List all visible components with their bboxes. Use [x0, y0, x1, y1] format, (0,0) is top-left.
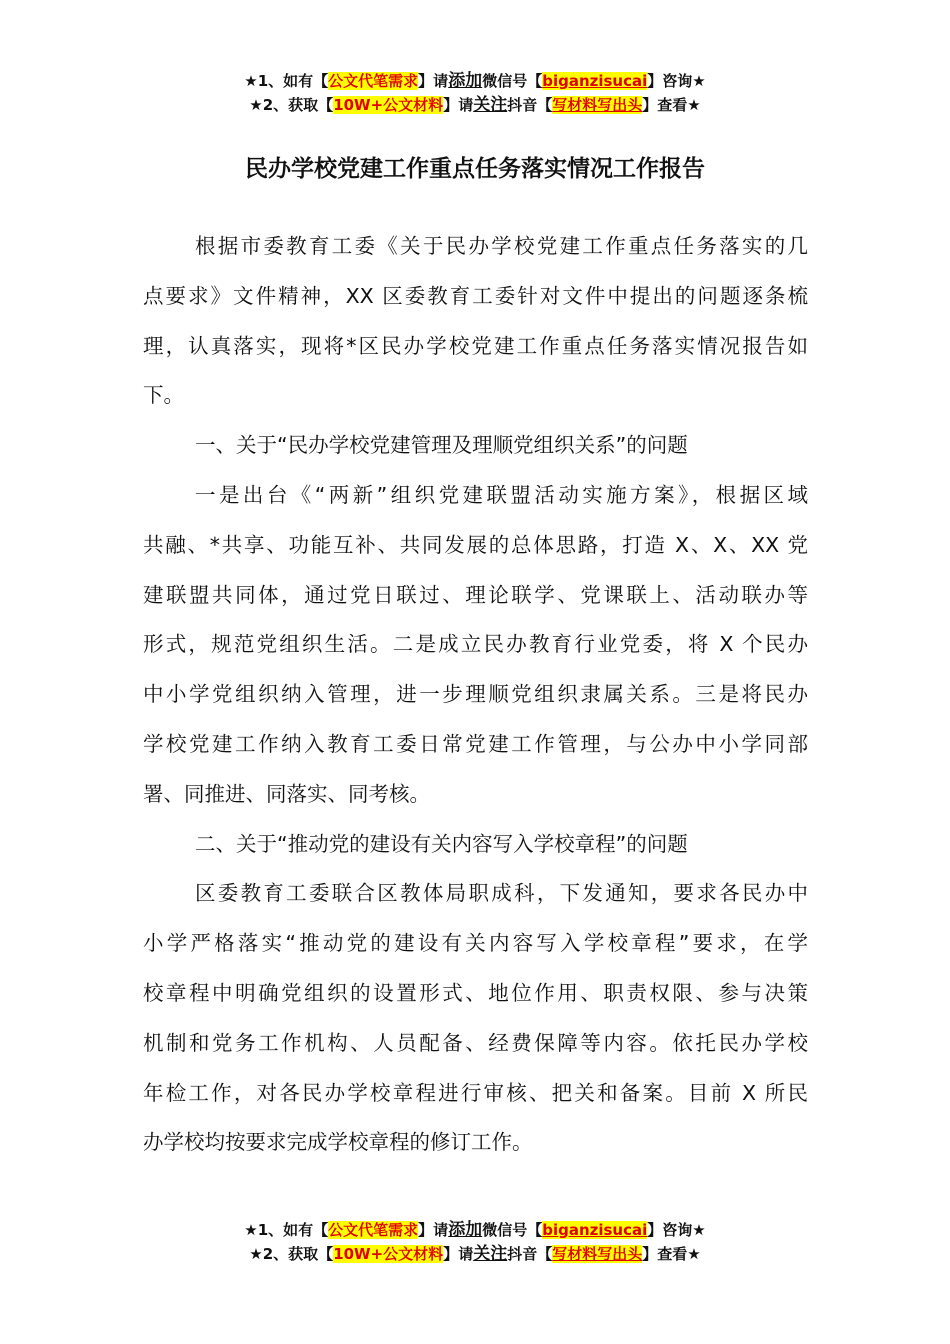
banner-text: 】请: [443, 96, 474, 114]
highlight-text: 公文代笔需求: [328, 1221, 419, 1239]
banner-text: ★1、如有【: [244, 72, 329, 90]
text-line: 学校党建工作纳入教育工委日常党建工作管理，与公办中小学同部: [143, 731, 808, 756]
text-line: 年检工作，对各民办学校章程进行审核、把关和备案。目前 X 所民: [143, 1080, 808, 1105]
text-line: 二、关于“推动党的建设有关内容写入学校章程”的问题: [195, 831, 688, 856]
text-line: 下。: [143, 383, 184, 408]
highlight-text: 写材料写出头: [552, 96, 643, 114]
banner-text: 抖音【: [507, 1245, 553, 1263]
document-title: 民办学校党建工作重点任务落实情况工作报告: [245, 156, 705, 182]
banner-text: 】查看★: [642, 1245, 701, 1263]
highlight-text: 公文代笔需求: [328, 72, 419, 90]
banner-line1: [0, 1218, 950, 1242]
text-line: 根据市委教育工委《关于民办学校党建工作重点任务落实的几: [195, 234, 808, 258]
banner-text: 】请: [418, 1221, 449, 1239]
text-line: 一是出台《“两新”组织党建联盟活动实施方案》，根据区域: [195, 482, 808, 507]
paragraph: [143, 222, 808, 421]
banner-text: 】咨询★: [647, 1221, 706, 1239]
text-line: 点要求》文件精神，XX 区委教育工委针对文件中提出的问题逐条梳: [143, 283, 808, 308]
underlined-text: 添加: [448, 1220, 483, 1240]
text-line: 中小学党组织纳入管理，进一步理顺党组织隶属关系。三是将民办: [143, 682, 808, 707]
text-line: 理，认真落实，现将*区民办学校党建工作重点任务落实情况报告如: [143, 333, 808, 358]
banner-text: 】查看★: [642, 96, 701, 114]
highlight-text: 写材料写出头: [552, 1245, 643, 1263]
banner-line1: [0, 69, 950, 93]
banner-text: ★2、获取【: [249, 96, 334, 114]
paragraph: [143, 471, 808, 820]
highlight-text: 10W+公文材料: [333, 1245, 444, 1263]
banner-line2: [0, 1242, 950, 1266]
text-line: 机制和党务工作机构、人员配备、经费保障等内容。依托民办学校: [143, 1030, 808, 1055]
promo-banner-bottom: [0, 1218, 950, 1266]
banner-text: 微信号【: [482, 1221, 543, 1239]
underlined-text: 添加: [448, 71, 483, 91]
text-line: 校章程中明确党组织的设置形式、地位作用、职责权限、参与决策: [143, 980, 808, 1005]
banner-text: 】请: [443, 1245, 474, 1263]
text-line: 署、同推进、同落实、同考核。: [143, 781, 430, 806]
highlight-text: biganzisucai: [542, 72, 648, 90]
underlined-text: 关注: [473, 95, 508, 115]
paragraph: [143, 820, 808, 870]
text-line: 共融、*共享、功能互补、共同发展的总体思路，打造 X、X、XX 党: [143, 532, 808, 557]
text-line: 形式，规范党组织生活。二是成立民办教育行业党委，将 X 个民办: [143, 632, 808, 657]
underlined-text: 关注: [473, 1244, 508, 1264]
promo-banner-top: [0, 69, 950, 117]
banner-text: 微信号【: [482, 72, 543, 90]
banner-text: ★2、获取【: [249, 1245, 334, 1263]
banner-text: ★1、如有【: [244, 1221, 329, 1239]
document-body: [143, 222, 808, 1168]
banner-text: 抖音【: [507, 96, 553, 114]
text-line: 区委教育工委联合区教体局职成科，下发通知，要求各民办中: [195, 881, 808, 906]
banner-text: 】请: [418, 72, 449, 90]
text-line: 一、关于“民办学校党建管理及理顺党组织关系”的问题: [195, 433, 688, 458]
banner-text: 】咨询★: [647, 72, 706, 90]
text-line: 办学校均按要求完成学校章程的修订工作。: [143, 1130, 533, 1155]
highlight-text: 10W+公文材料: [333, 96, 444, 114]
paragraph: [143, 421, 808, 471]
banner-line2: [0, 93, 950, 117]
text-line: 小学严格落实“推动党的建设有关内容写入学校章程”要求，在学: [143, 931, 808, 956]
highlight-text: biganzisucai: [542, 1221, 648, 1239]
text-line: 建联盟共同体，通过党日联过、理论联学、党课联上、活动联办等: [143, 582, 808, 607]
paragraph: [143, 869, 808, 1168]
